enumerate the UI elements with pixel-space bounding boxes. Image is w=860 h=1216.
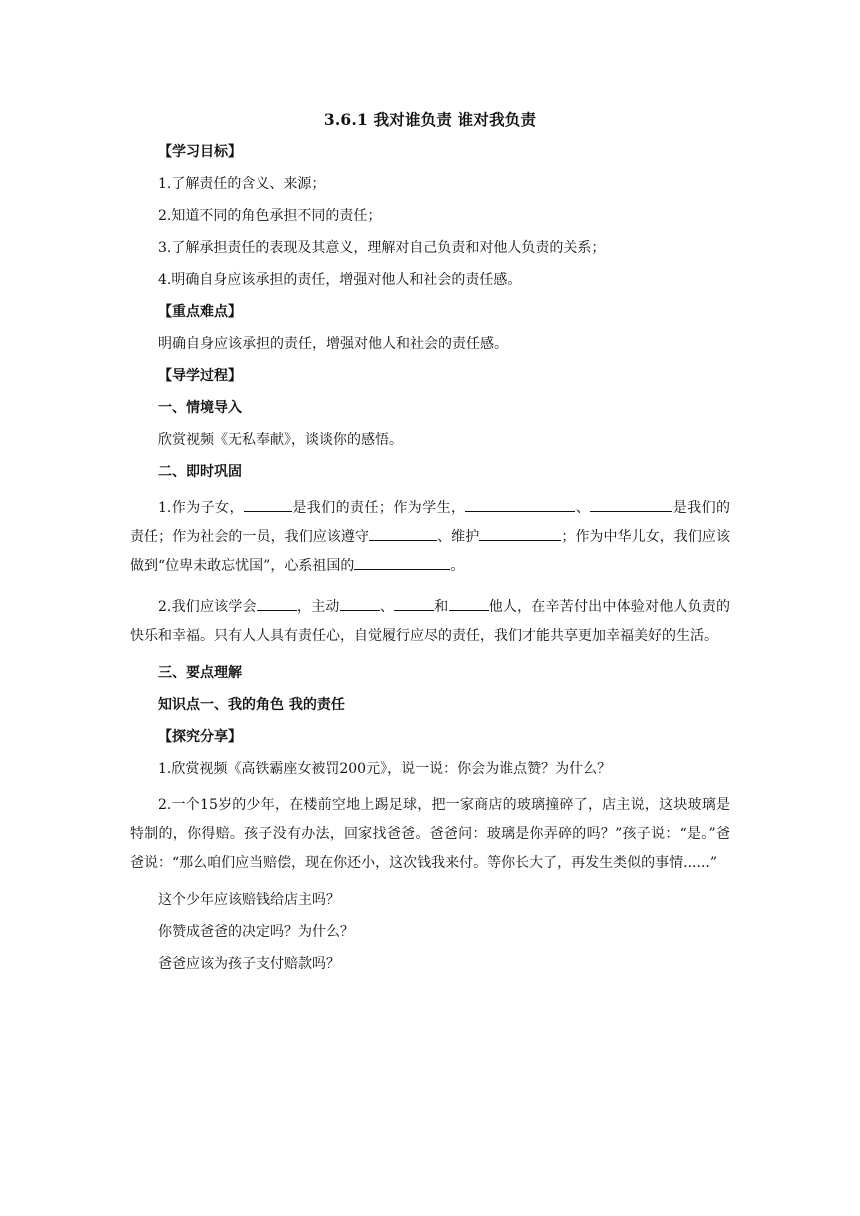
document-content [130, 110, 730, 986]
answer-blank[interactable] [257, 596, 297, 611]
answer-blank[interactable] [479, 526, 561, 541]
process-heading: 【导学过程】 [158, 368, 242, 384]
answer-blank[interactable] [369, 526, 437, 541]
key-points-text: 明确自身应该承担的责任，增强对他人和社会的责任感。 [158, 336, 508, 352]
discussion-question-3: 爸爸应该为孩子支付赔款吗？ [158, 956, 340, 972]
section-1-heading: 一、情境导入 [158, 400, 242, 416]
discussion-question-2: 你赞成爸爸的决定吗？为什么？ [158, 924, 354, 940]
knowledge-point-1: 知识点一、我的角色 我的责任 [158, 697, 345, 713]
objective-item-1: 1.了解责任的含义、来源； [158, 176, 326, 192]
explore-heading: 【探究分享】 [158, 729, 242, 745]
answer-blank[interactable] [340, 596, 380, 611]
discussion-question-1: 这个少年应该赔钱给店主吗？ [158, 892, 340, 908]
answer-blank[interactable] [465, 497, 575, 512]
page-title: 3.6.1 我对谁负责 谁对我负责 [323, 110, 537, 129]
objective-item-4: 4.明确自身应该承担的责任，增强对他人和社会的责任感。 [158, 272, 522, 288]
answer-blank[interactable] [394, 596, 434, 611]
answer-blank[interactable] [449, 596, 489, 611]
section-3-heading: 三、要点理解 [158, 665, 242, 681]
explore-item-2: 2.一个15岁的少年，在楼前空地上踢足球，把一家商店的玻璃撞碎了，店主说，这块玻璃是特制的，你得赔。孩子没有办法，回家找爸爸。爸爸问：玻璃是你弄碎的吗？”孩子说：“是。”爸爸说：“那么咱们应当赔偿，现在你还小，这次钱我来付。等你长大了，再发生类似的事情......” [130, 797, 730, 871]
question-2: 2.我们应该学会 ，主动 、 和 他人，在辛苦付出中体验对他人负责的快乐和幸福。只有人人具有责任心，自觉履行应尽的责任，我们才能共享更加幸福美好的生活。 [130, 593, 730, 651]
key-points-heading: 【重点难点】 [158, 304, 242, 320]
objective-item-3: 3.了解承担责任的表现及其意义，理解对自己负责和对他人负责的关系； [158, 240, 606, 256]
answer-blank[interactable] [354, 555, 450, 570]
question-1: 1.作为子女， 是我们的责任；作为学生， 、 是我们的责任；作为社会的一员，我们应该遵守 、维护 ；作为中华儿女，我们应该做到“位卑未敢忘忧国”，心系祖国的 。 [130, 494, 730, 581]
section-2-heading: 二、即时巩固 [158, 464, 242, 480]
section-1-text: 欣赏视频《无私奉献》，谈谈你的感悟。 [158, 432, 403, 448]
objectives-heading: 【学习目标】 [158, 144, 242, 160]
answer-blank[interactable] [590, 497, 672, 512]
answer-blank[interactable] [244, 497, 292, 512]
explore-item-1: 1.欣赏视频《高铁霸座女被罚200元》，说一说：你会为谁点赞？为什么？ [158, 761, 612, 777]
objective-item-2: 2.知道不同的角色承担不同的责任； [158, 208, 382, 224]
